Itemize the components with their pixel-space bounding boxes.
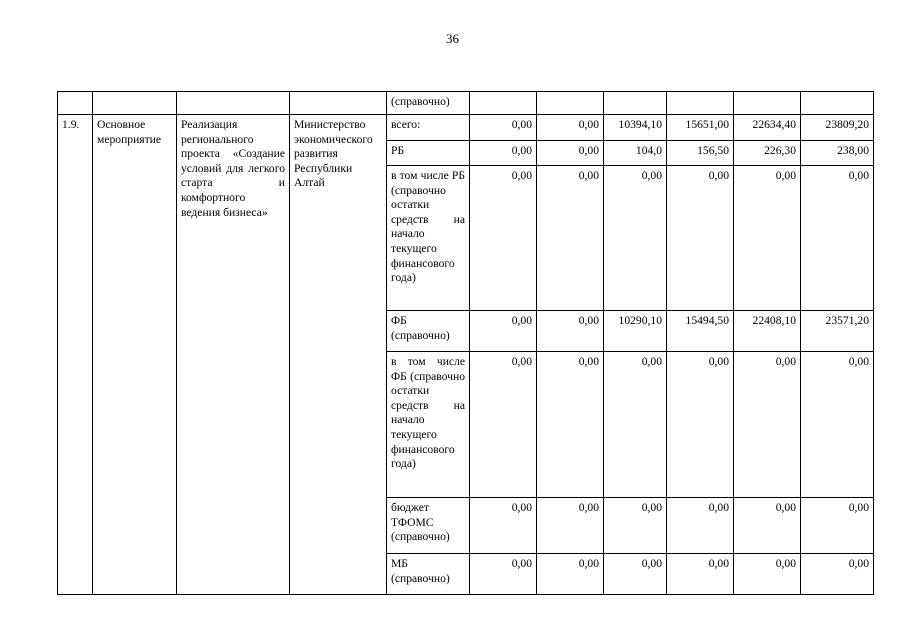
value-cell: 0,00 bbox=[734, 352, 801, 498]
value-cell: 0,00 bbox=[537, 554, 604, 595]
empty-cell bbox=[93, 92, 177, 115]
value-cell: 0,00 bbox=[734, 498, 801, 554]
value-cell: 0,00 bbox=[537, 166, 604, 311]
value-cell: 0,00 bbox=[537, 141, 604, 166]
page-number: 36 bbox=[446, 31, 459, 46]
value-cell: 0,00 bbox=[801, 498, 874, 554]
value-cell: 10290,10 bbox=[604, 311, 667, 352]
financing-table bbox=[57, 91, 874, 595]
value-cell: 0,00 bbox=[801, 554, 874, 595]
value-cell: 0,00 bbox=[537, 352, 604, 498]
value-cell: 0,00 bbox=[470, 352, 537, 498]
source-cell: МБ (справочно) bbox=[387, 554, 470, 595]
value-cell: 22634,40 bbox=[734, 115, 801, 141]
empty-cell bbox=[58, 92, 93, 115]
empty-cell bbox=[667, 92, 734, 115]
source-cell: РБ bbox=[387, 141, 470, 166]
value-cell: 22408,10 bbox=[734, 311, 801, 352]
empty-cell bbox=[537, 92, 604, 115]
value-cell: 0,00 bbox=[801, 166, 874, 311]
value-cell: 0,00 bbox=[604, 166, 667, 311]
value-cell: 0,00 bbox=[470, 141, 537, 166]
source-cell: (справочно) bbox=[387, 92, 470, 115]
entry-type: Основное мероприятие bbox=[93, 115, 177, 595]
value-cell: 0,00 bbox=[734, 554, 801, 595]
continuation-row bbox=[58, 92, 874, 115]
empty-cell bbox=[470, 92, 537, 115]
value-cell: 0,00 bbox=[537, 115, 604, 141]
value-cell: 0,00 bbox=[734, 166, 801, 311]
source-cell: в том числе ФБ (справочно остатки средств на начало текущего финансового года) bbox=[387, 352, 470, 498]
value-cell: 15651,00 bbox=[667, 115, 734, 141]
value-cell: 0,00 bbox=[470, 498, 537, 554]
value-cell: 0,00 bbox=[667, 498, 734, 554]
value-cell: 0,00 bbox=[667, 554, 734, 595]
empty-cell bbox=[801, 92, 874, 115]
value-cell: 0,00 bbox=[470, 166, 537, 311]
value-cell: 226,30 bbox=[734, 141, 801, 166]
value-cell: 0,00 bbox=[667, 166, 734, 311]
entry-number: 1.9. bbox=[58, 115, 93, 595]
value-cell: 156,50 bbox=[667, 141, 734, 166]
entry-executor: Министерство экономического развития Республики Алтай bbox=[290, 115, 387, 595]
value-cell: 10394,10 bbox=[604, 115, 667, 141]
value-cell: 23571,20 bbox=[801, 311, 874, 352]
value-cell: 0,00 bbox=[537, 311, 604, 352]
value-cell: 0,00 bbox=[604, 554, 667, 595]
value-cell: 104,0 bbox=[604, 141, 667, 166]
source-cell: бюджет ТФОМС (справочно) bbox=[387, 498, 470, 554]
value-cell: 15494,50 bbox=[667, 311, 734, 352]
empty-cell bbox=[604, 92, 667, 115]
entry-name: Реализация регионального проекта «Создание условий для легкого старта и комфортного ведения бизнеса» bbox=[177, 115, 290, 595]
value-cell: 238,00 bbox=[801, 141, 874, 166]
value-cell: 0,00 bbox=[667, 352, 734, 498]
value-cell: 0,00 bbox=[470, 554, 537, 595]
empty-cell bbox=[734, 92, 801, 115]
empty-cell bbox=[177, 92, 290, 115]
value-cell: 23809,20 bbox=[801, 115, 874, 141]
table-row bbox=[58, 115, 874, 141]
source-cell: в том числе РБ (справочно остатки средств на начало текущего финансового года) bbox=[387, 166, 470, 311]
empty-cell bbox=[290, 92, 387, 115]
value-cell: 0,00 bbox=[801, 352, 874, 498]
source-cell: всего: bbox=[387, 115, 470, 141]
value-cell: 0,00 bbox=[470, 311, 537, 352]
value-cell: 0,00 bbox=[470, 115, 537, 141]
value-cell: 0,00 bbox=[537, 498, 604, 554]
value-cell: 0,00 bbox=[604, 498, 667, 554]
value-cell: 0,00 bbox=[604, 352, 667, 498]
source-cell: ФБ (справочно) bbox=[387, 311, 470, 352]
